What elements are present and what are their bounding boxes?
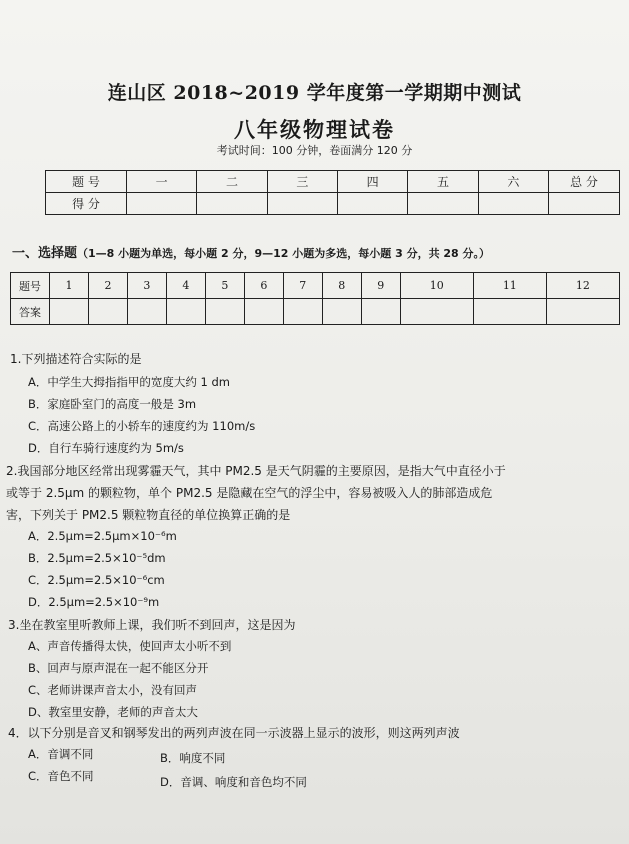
section-1-heading (12, 242, 622, 261)
score-header-cell: 六 (478, 171, 548, 193)
question-2-option-b: B．2.5μm=2.5×10⁻⁵dm (28, 551, 166, 565)
question-3-option-a: A、声音传播得太快，使回声太小听不到 (28, 639, 232, 653)
answer-table (10, 272, 620, 325)
answer-cell[interactable] (244, 299, 283, 325)
question-number-cell: 5 (205, 273, 244, 299)
score-table-score-row (46, 193, 620, 215)
answer-cell[interactable] (400, 299, 473, 325)
answer-cell[interactable] (322, 299, 361, 325)
score-table (45, 170, 620, 215)
question-1-option-d: D．自行车骑行速度约为 5m/s (28, 441, 184, 455)
answer-table-number-row (11, 273, 620, 299)
score-cell[interactable] (197, 193, 267, 215)
answer-cell[interactable] (361, 299, 400, 325)
question-1-stem: 1.下列描述符合实际的是 (10, 352, 142, 366)
question-number-cell: 10 (400, 273, 473, 299)
answer-cell[interactable] (127, 299, 166, 325)
question-number-cell: 1 (50, 273, 89, 299)
answer-row-label: 题号 (11, 273, 50, 299)
question-4-option-d: D．音调、响度和音色均不同 (160, 775, 307, 789)
question-2-stem-line-3: 害，下列关于 PM2.5 颗粒物直径的单位换算正确的是 (6, 508, 291, 522)
score-header-cell: 四 (337, 171, 407, 193)
exam-title: 连山区 2018~2019 学年度第一学期期中测试 (107, 82, 522, 104)
answer-cell[interactable] (283, 299, 322, 325)
question-number-cell: 7 (283, 273, 322, 299)
score-cell[interactable] (478, 193, 548, 215)
question-number-cell: 3 (127, 273, 166, 299)
question-4-option-c: C．音色不同 (28, 769, 94, 783)
question-1-option-c: C．高速公路上的小轿车的速度约为 110m/s (28, 419, 256, 433)
score-cell[interactable] (127, 193, 197, 215)
score-header-cell: 一 (127, 171, 197, 193)
question-number-cell: 8 (322, 273, 361, 299)
question-3-option-c: C、老师讲课声音太小，没有回声 (28, 683, 198, 697)
answer-cell[interactable] (205, 299, 244, 325)
question-3-option-b: B、回声与原声混在一起不能区分开 (28, 661, 209, 675)
question-3-stem: 3.坐在教室里听教师上课，我们听不到回声，这是因为 (8, 618, 296, 632)
question-number-cell: 12 (546, 273, 619, 299)
exam-subtitle: 八年级物理试卷 (234, 117, 395, 142)
question-number-cell: 2 (88, 273, 127, 299)
score-row-label: 得 分 (46, 193, 127, 215)
answer-cell[interactable] (473, 299, 546, 325)
score-header-cell: 三 (267, 171, 337, 193)
question-4-option-b: B．响度不同 (160, 751, 226, 765)
question-4-stem: 4．以下分别是音叉和钢琴发出的两列声波在同一示波器上显示的波形，则这两列声波 (8, 726, 460, 740)
score-header-cell: 题 号 (46, 171, 127, 193)
score-cell[interactable] (549, 193, 620, 215)
score-cell[interactable] (337, 193, 407, 215)
question-1-option-a: A．中学生大拇指指甲的宽度大约 1 dm (28, 375, 230, 389)
question-number-cell: 6 (244, 273, 283, 299)
question-2-option-a: A．2.5μm=2.5μm×10⁻⁶m (28, 529, 177, 543)
question-4-option-a: A．音调不同 (28, 747, 94, 761)
question-3-option-d: D、教室里安静，老师的声音太大 (28, 705, 198, 719)
question-number-cell: 11 (473, 273, 546, 299)
score-cell[interactable] (267, 193, 337, 215)
score-table-header-row (46, 171, 620, 193)
score-header-cell: 总 分 (549, 171, 620, 193)
score-header-cell: 二 (197, 171, 267, 193)
question-1-option-b: B．家庭卧室门的高度一般是 3m (28, 397, 197, 411)
question-2-stem-line-1: 2.我国部分地区经常出现雾霾天气，其中 PM2.5 是天气阴霾的主要原因，是指大气中直径小于 (6, 464, 506, 478)
answer-table-answer-row (11, 299, 620, 325)
score-cell[interactable] (408, 193, 478, 215)
answer-cell[interactable] (88, 299, 127, 325)
question-number-cell: 9 (361, 273, 400, 299)
answer-row-label: 答案 (11, 299, 50, 325)
score-header-cell: 五 (408, 171, 478, 193)
question-2-option-c: C．2.5μm=2.5×10⁻⁶cm (28, 573, 165, 587)
section-1-title: 一、选择题 (12, 246, 78, 261)
question-2-stem-line-2: 或等于 2.5μm 的颗粒物，单个 PM2.5 是隐藏在空气的浮尘中，容易被吸入人的肺部造成危 (6, 486, 493, 500)
answer-cell[interactable] (50, 299, 89, 325)
section-1-note: （1—8 小题为单选，每小题 2 分，9—12 小题为多选，每小题 3 分，共 28 分。） (77, 247, 491, 260)
answer-cell[interactable] (166, 299, 205, 325)
question-2-option-d: D．2.5μm=2.5×10⁻⁹m (28, 595, 160, 609)
exam-info: 考试时间：100 分钟，卷面满分 120 分 (216, 144, 413, 157)
question-number-cell: 4 (166, 273, 205, 299)
answer-cell[interactable] (546, 299, 619, 325)
